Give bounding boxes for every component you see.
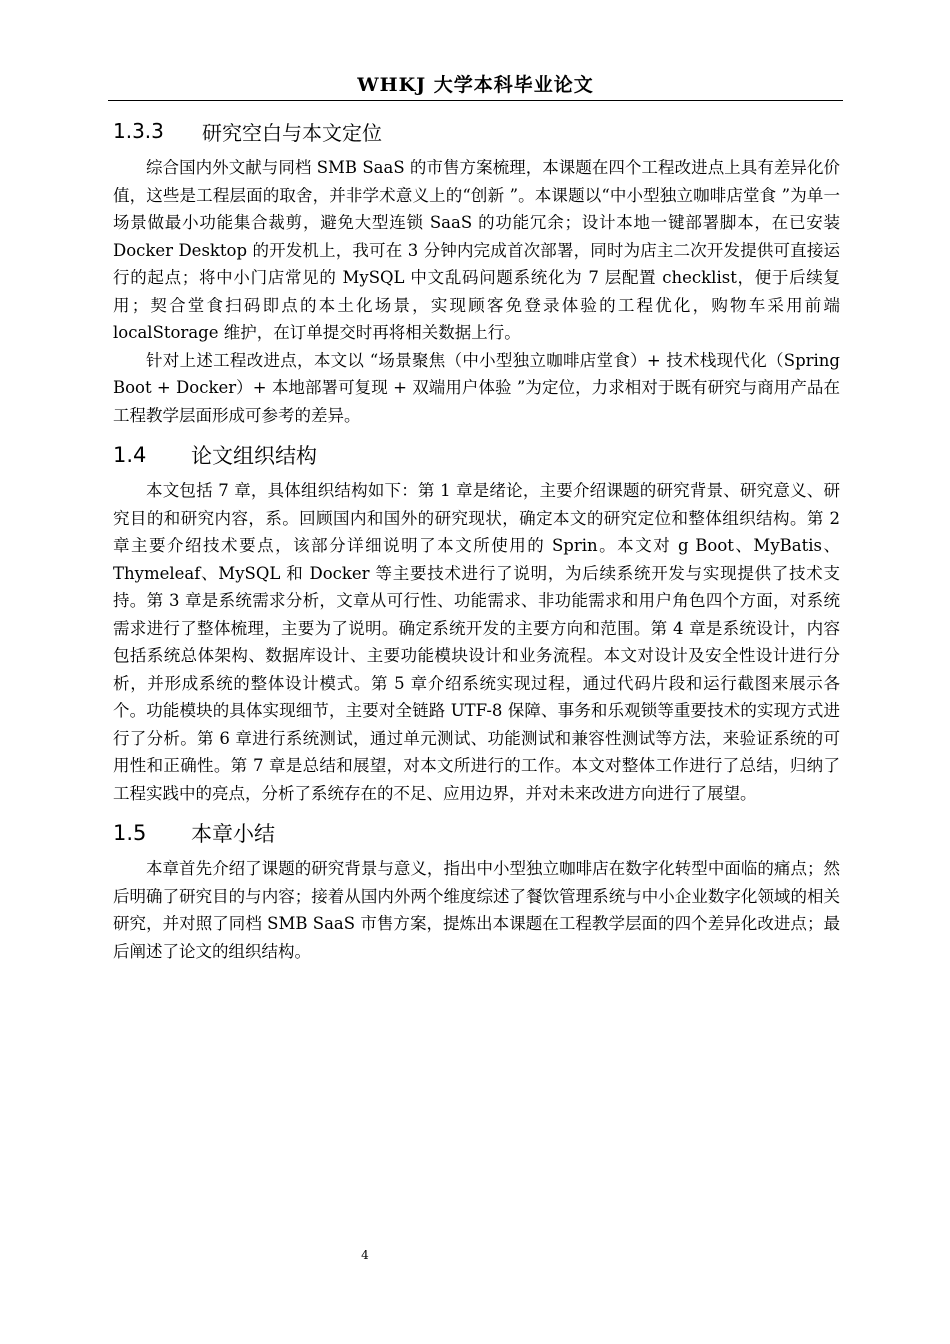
paragraph: 综合国内外文献与同档 SMB SaaS 的市售方案梳理，本课题在四个工程改进点上具有差异化价值，这些是工程层面的取舍，并非学术意义上的“创新 ”。本课题以“中小型独立咖啡店堂食 ”为单一场景做最小功能集合裁剪，避免大型连锁 SaaS 的功能冗余；设计本地一键部署脚本，在已安装 Docker Desktop 的开发机上，我可在 3 分钟内完成首次部署，同时为店主二次开发提供可直接运行的起点；将中小门店常见的 MySQL 中文乱码问题系统化为 7 层配置 checklist，便于后续复用；契合堂食扫码即点的本土化场景，实现顾客免登录体验的工程优化，购物车采用前端 localStorage 维护，在订单提交时再将相关数据上行。 (113, 158, 840, 342)
page-number: 4 (361, 1248, 369, 1262)
section-title: 研究空白与本文定位 (202, 120, 382, 145)
paragraph: 针对上述工程改进点，本文以 “场景聚焦（中小型独立咖啡店堂食）+ 技术栈现代化（Spring Boot + Docker）+ 本地部署可复现 + 双端用户体验 ”为定位，力求相对于既有研究与商用产品在工程教学层面形成可参考的差异。 (113, 350, 840, 425)
section-title: 本章小结 (191, 822, 275, 846)
header-title: WHKJ 大学本科毕业论文 (357, 74, 594, 96)
paragraph: 本章首先介绍了课题的研究背景与意义，指出中小型独立咖啡店在数字化转型中面临的痛点；然后明确了研究目的与内容；接着从国内外两个维度综述了餐饮管理系统与中小企业数字化领域的相关研究，并对照了同档 SMB SaaS 市售方案，提炼出本课题在工程教学层面的四个差异化改进点；最后阐述了论文的组织结构。 (113, 859, 840, 961)
section-number: 1.3.3 (113, 119, 164, 143)
section-number: 1.4 (113, 443, 147, 467)
section-heading-1-3-3 (113, 114, 840, 148)
section-title: 论文组织结构 (191, 444, 317, 468)
section-heading-1-5 (113, 815, 840, 851)
section-number: 1.5 (113, 821, 147, 845)
page-header (108, 70, 843, 101)
section-heading-1-4 (113, 437, 840, 473)
document-body (113, 112, 840, 965)
paragraph: 本文包括 7 章，具体组织结构如下：第 1 章是绪论，主要介绍课题的研究背景、研究意义、研究目的和研究内容，系。回顾国内和国外的研究现状，确定本文的研究定位和整体组织结构。第 2 章主要介绍技术要点，该部分详细说明了本文所使用的 Sprin。本文对 g Boot、MyBatis、Thymeleaf、MySQL 和 Docker 等主要技术进行了说明，为后续系统开发与实现提供了技术支持。第 3 章是系统需求分析，文章从可行性、功能需求、非功能需求和用户角色四个方面，对系统需求进行了整体梳理，主要为了说明。确定系统开发的主要方向和范围。第 4 章是系统设计，内容包括系统总体架构、数据库设计、主要功能模块设计和业务流程。本文对设计及安全性设计进行分析，并形成系统的整体设计模式。第 5 章介绍系统实现过程，通过代码片段和运行截图来展示各个。功能模块的具体实现细节，主要对全链路 UTF-8 保障、事务和乐观锁等重要技术的实现方式进行了分析。第 6 章进行系统测试，通过单元测试、功能测试和兼容性测试等方法，来验证系统的可用性和正确性。第 7 章是总结和展望，对本文所进行的工作。本文对整体工作进行了总结，归纳了工程实践中的亮点，分析了系统存在的不足、应用边界，并对未来改进方向进行了展望。 (113, 481, 840, 803)
